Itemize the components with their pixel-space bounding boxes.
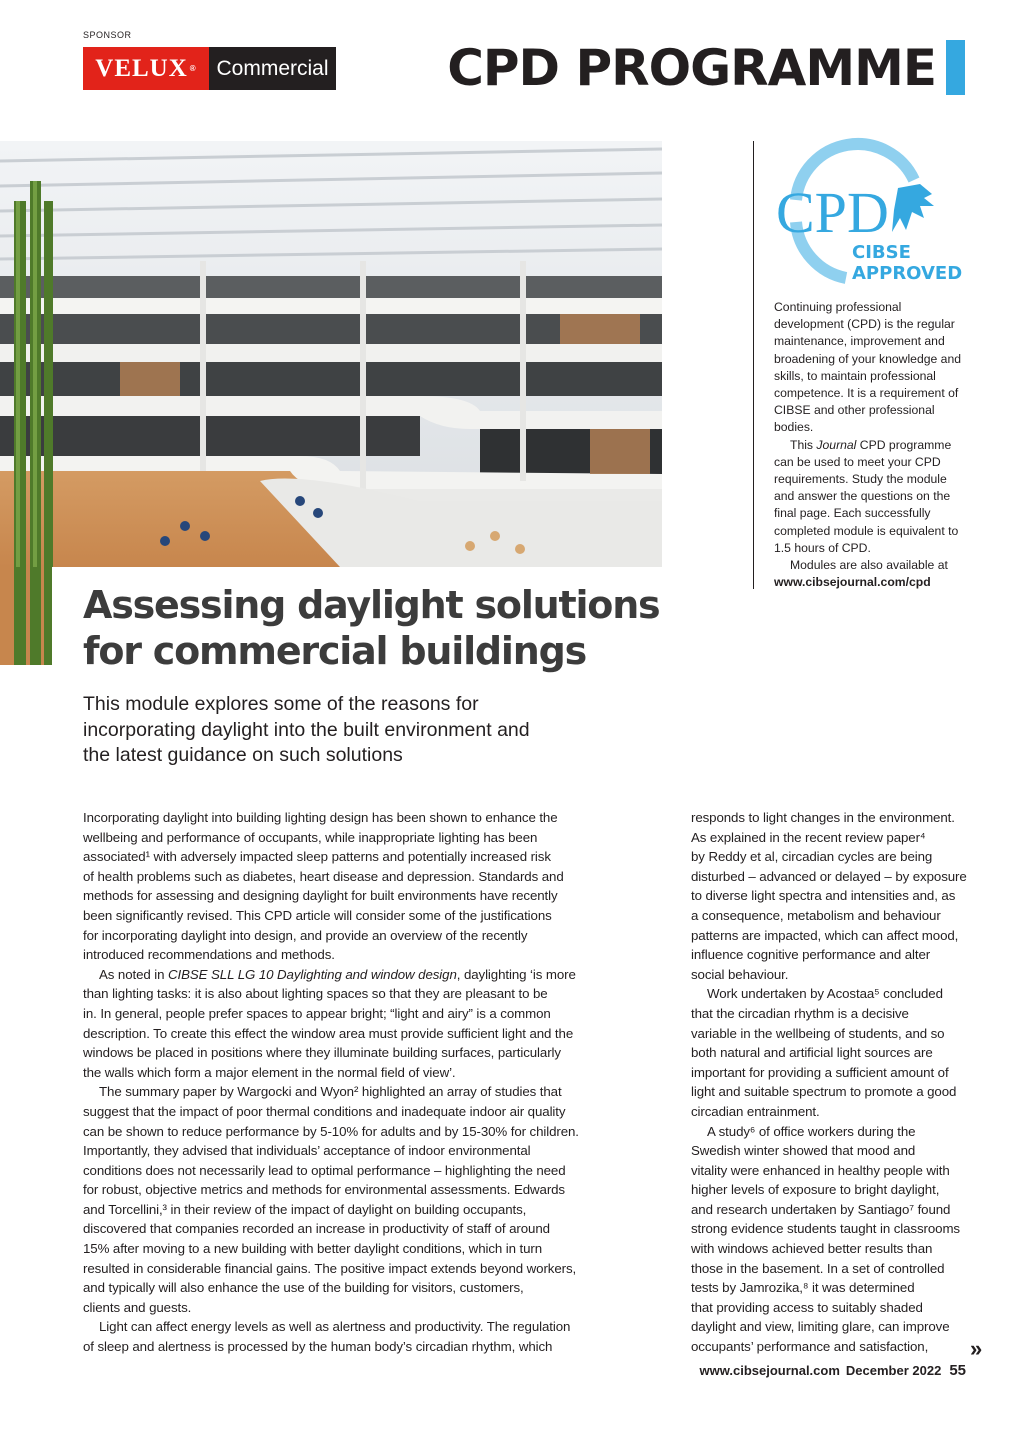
body-line: to diverse light spectra and intensities and, as: [691, 888, 956, 904]
body-line: that providing access to suitably shaded: [691, 1299, 923, 1315]
footer-site: www.cibsejournal.com: [699, 1363, 840, 1378]
footer-issue: December 2022: [845, 1363, 942, 1378]
body-line: description. To create this effect the window area must provide sufficient light and the: [83, 1025, 574, 1041]
body-line: 15% after moving to a new building with better daylight conditions, which in turn: [83, 1241, 543, 1257]
cpd-explainer-p1: Continuing professional development (CPD) is the regular maintenance, improvement and broadening of your knowledge and skills, to maintain professional competence. It is a requirement of CIBSE and other professional bodies.: [774, 300, 962, 435]
cibse-text: CIBSE: [852, 242, 911, 263]
registered-mark: ®: [189, 64, 197, 73]
living-wall-edge: [0, 567, 52, 665]
body-line: As explained in the recent review paper⁴: [691, 829, 926, 845]
body-line: clients and guests.: [83, 1299, 192, 1315]
body-line: of health problems such as diabetes, heart disease and depression. Standards and: [83, 868, 564, 884]
approved-text: APPROVED: [852, 263, 963, 284]
velux-commercial-logo: [83, 47, 336, 90]
headline-line: Assessing daylight solutions: [83, 583, 660, 627]
body-line: patterns are impacted, which can affect mood,: [691, 927, 959, 943]
body-line: tests by Jamrozika,⁸ it was determined: [691, 1280, 915, 1296]
body-line: in. In general, people prefer spaces to appear bright; “light and airy” is a common: [83, 1005, 551, 1021]
body-line: circadian entrainment.: [691, 1103, 820, 1119]
title-accent-bar: [946, 40, 965, 95]
standfirst-line: This module explores some of the reasons for: [83, 693, 479, 715]
cpd-explainer-p3: Modules are also available at: [790, 558, 948, 573]
body-line: of sleep and alertness is processed by the human body’s circadian rhythm, which: [83, 1339, 553, 1355]
body-line: and typically will also enhance the use of the building for visitors, customers,: [83, 1280, 524, 1296]
sidebar-divider: [753, 141, 754, 589]
body-line: As noted in CIBSE SLL LG 10 Daylighting and window design, daylighting ‘is more: [99, 966, 576, 982]
body-line: important for providing a sufficient amount of: [691, 1064, 949, 1080]
body-line: with windows achieved better results than: [691, 1241, 933, 1257]
body-line: light and suitable spectrum to promote a good: [691, 1084, 957, 1100]
body-line: for robust, objective metrics and methods for environmental assessments. Edwards: [83, 1182, 565, 1198]
griffin-icon: [892, 184, 934, 232]
body-line: methods for assessing and designing daylight for built environments have recently: [83, 888, 558, 904]
velux-wordmark: VELUX: [95, 54, 188, 82]
body-line: The summary paper by Wargocki and Wyon² highlighted an array of studies that: [99, 1084, 562, 1100]
body-line: for incorporating daylight into design, and provide an overview of the recently: [83, 927, 528, 943]
guide-title: CIBSE SLL LG 10 Daylighting and window design: [168, 966, 457, 982]
cpd-cibse-approved-badge: [774, 140, 963, 284]
body-line: strong evidence students taught in classrooms: [691, 1221, 960, 1237]
article-headline: [83, 582, 683, 674]
body-line: that the circadian rhythm is a decisive: [691, 1005, 909, 1021]
body-line: a consequence, metabolism and behaviour: [691, 907, 941, 923]
body-line: resulted in considerable financial gains. The positive impact extends beyond workers,: [83, 1260, 577, 1276]
velux-logo: [83, 47, 209, 90]
body-line: conditions does not necessarily lead to optimal performance – highlighting the need: [83, 1162, 566, 1178]
cpd-url-link[interactable]: www.cibsejournal.com/cpd: [774, 575, 931, 590]
section-title: CPD PROGRAMME: [447, 39, 936, 97]
body-line: A study⁶ of office workers during the: [707, 1123, 916, 1139]
body-line: Importantly, they advised that individuals’ acceptance of indoor environmental: [83, 1143, 531, 1159]
body-line: than lighting tasks: it is also about lighting spaces so that they are pleasant to be: [83, 986, 548, 1002]
body-line: introduced recommendations and methods.: [83, 947, 335, 963]
body-line: been significantly revised. This CPD article will consider some of the justifications: [83, 907, 552, 923]
standfirst-line: the latest guidance on such solutions: [83, 744, 403, 766]
body-line: suggest that the impact of poor thermal conditions and inadequate indoor air quality: [83, 1103, 566, 1119]
p2-post: CPD programme can be used to meet your CPD requirements. Study the module and answer the questions on the final page. Each successfully completed module is equivalent to 1.5 hours of CPD.: [774, 437, 959, 555]
body-line: associated¹ with adversely impacted sleep patterns and potentially increased risk: [83, 849, 551, 865]
commercial-label: Commercial: [209, 47, 336, 90]
body-line: vitality were enhanced in healthy people with: [691, 1162, 950, 1178]
p2-pre: This: [790, 437, 817, 452]
continue-arrow-icon[interactable]: »: [970, 1336, 983, 1361]
body-line: social behaviour.: [691, 966, 789, 982]
cpd-explainer: [774, 299, 964, 591]
body-line: and Torcellini,³ in their review of the impact of daylight on building occupants,: [83, 1201, 527, 1217]
body-line: Work undertaken by Acostaa⁵ concluded: [707, 986, 943, 1002]
body-line: daylight and view, limiting glare, can improve: [691, 1319, 950, 1335]
body-line: windows be placed in positions where they illuminate building surfaces, particularly: [83, 1045, 561, 1061]
body-line: both natural and artificial light sources are: [691, 1045, 933, 1061]
body-line: wellbeing and performance of occupants, while inappropriate lighting has been: [83, 829, 538, 845]
cpd-badge-text: CPD: [776, 180, 889, 245]
body-line: by Reddy et al, circadian cycles are being: [691, 849, 933, 865]
body-line: higher levels of exposure to bright daylight,: [691, 1182, 940, 1198]
body-line: can be shown to reduce performance by 5-10% for adults and by 15-30% for children.: [83, 1123, 579, 1139]
body-column-left: [83, 808, 593, 1357]
p2-journal: Journal: [816, 437, 857, 452]
body-line: disturbed – advanced or delayed – by exposure: [691, 868, 967, 884]
sponsor-label: SPONSOR: [83, 30, 132, 40]
body-line: occupants’ performance and satisfaction,: [691, 1339, 929, 1355]
body-line: the walls which form a major element in the normal field of view’.: [83, 1064, 456, 1080]
body-line: those in the basement. In a set of controlled: [691, 1260, 945, 1276]
body-line: variable in the wellbeing of students, and so: [691, 1025, 945, 1041]
body-line: Light can affect energy levels as well as alertness and productivity. The regulation: [99, 1319, 571, 1335]
body-line: discovered that companies recorded an increase in productivity of staff of around: [83, 1221, 550, 1237]
body-column-right: [691, 808, 971, 1357]
standfirst-line: incorporating daylight into the built environment and: [83, 718, 530, 741]
article-standfirst: [83, 692, 603, 769]
body-line: influence cognitive performance and alter: [691, 947, 931, 963]
page-footer: [700, 1362, 966, 1379]
atrium-photo: [0, 141, 662, 567]
page-number: 55: [949, 1362, 966, 1379]
body-line: and research undertaken by Santiago⁷ found: [691, 1201, 951, 1217]
headline-line: for commercial buildings: [83, 629, 586, 673]
cpd-explainer-p2: [774, 437, 964, 557]
body-line: responds to light changes in the environment.: [691, 810, 955, 825]
body-line: Swedish winter showed that mood and: [691, 1143, 916, 1159]
body-line: Incorporating daylight into building lighting design has been shown to enhance the: [83, 810, 558, 825]
